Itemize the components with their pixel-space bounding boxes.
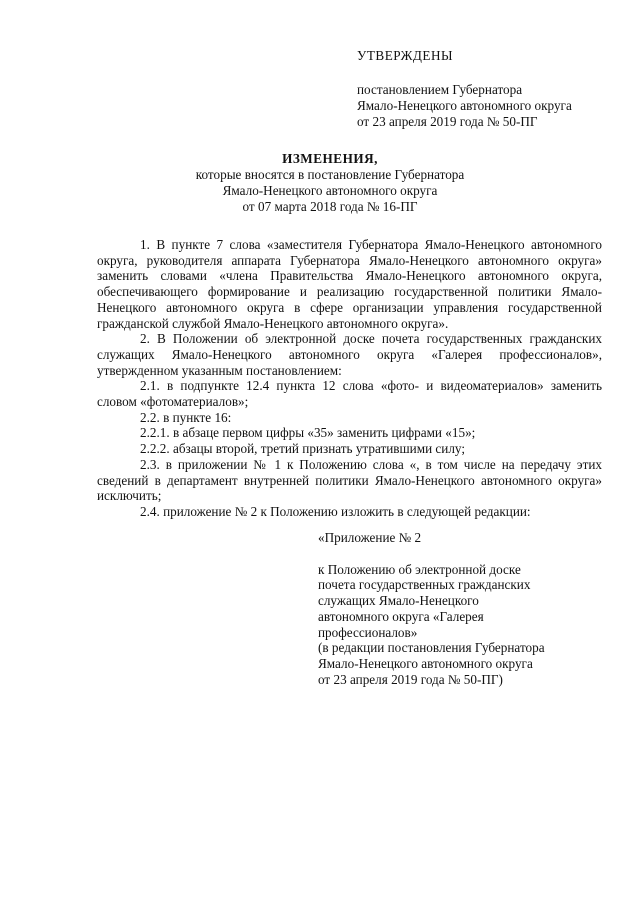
appendix-line: почета государственных гражданских bbox=[318, 577, 531, 593]
document-title-block bbox=[140, 151, 520, 215]
approval-line: постановлением Губернатора bbox=[357, 82, 523, 97]
appendix-line: служащих Ямало-Ненецкого bbox=[318, 593, 479, 609]
paragraph-1: 1. В пункте 7 слова «заместителя Губернатора Ямало-Ненецкого автономного округа, руководителя аппарата Губернатора Ямало-Ненецкого автономного округа» заменить словами «члена Правительства Ямало-Ненецкого автономного округа, обеспечивающего формирование и реализацию государственной политики Ямало-Ненецкого автономного округа в сфере организации управления государственной гражданской службой Ямало-Ненецкого автономного округа». bbox=[97, 237, 602, 331]
appendix-header bbox=[318, 530, 598, 687]
appendix-line: (в редакции постановления Губернатора bbox=[318, 640, 545, 656]
document-subtitle-line: Ямало-Ненецкого автономного округа bbox=[222, 183, 438, 198]
document-subtitle-line: от 07 марта 2018 года № 16-ПГ bbox=[242, 199, 418, 214]
paragraph-2-4: 2.4. приложение № 2 к Положению изложить в следующей редакции: bbox=[140, 503, 531, 519]
approval-stamp bbox=[357, 48, 607, 130]
paragraph-2: 2. В Положении об электронной доске почета государственных гражданских служащих Ямало-Ненецкого автономного округа «Галерея профессионалов», утвержденном указанным постановлением: bbox=[97, 331, 602, 378]
paragraph-2-2: 2.2. в пункте 16: bbox=[140, 409, 232, 425]
approval-line: Ямало-Ненецкого автономного округа bbox=[357, 98, 572, 113]
paragraph-2-3: 2.3. в приложении № 1 к Положению слова «, в том числе на передачу этих сведений в департамент внутренней политики Ямало-Ненецкого автономного округа» исключить; bbox=[97, 456, 602, 504]
appendix-line: профессионалов» bbox=[318, 624, 418, 640]
appendix-line: Ямало-Ненецкого автономного округа bbox=[318, 655, 533, 671]
document-title: ИЗМЕНЕНИЯ, bbox=[282, 151, 378, 166]
paragraph-2-2-2: 2.2.2. абзацы второй, третий признать утратившими силу; bbox=[140, 441, 465, 457]
approval-heading: УТВЕРЖДЕНЫ bbox=[357, 48, 454, 63]
approval-line: от 23 апреля 2019 года № 50-ПГ bbox=[357, 114, 538, 129]
paragraph-2-2-1: 2.2.1. в абзаце первом цифры «35» заменить цифрами «15»; bbox=[140, 425, 476, 441]
appendix-title: «Приложение № 2 bbox=[318, 530, 422, 545]
document-subtitle-line: которые вносятся в постановление Губернатора bbox=[195, 167, 465, 182]
document-body bbox=[97, 237, 602, 520]
appendix-line: от 23 апреля 2019 года № 50-ПГ) bbox=[318, 671, 503, 687]
paragraph-2-1: 2.1. в подпункте 12.4 пункта 12 слова «фото- и видеоматериалов» заменить словом «фотоматериалов»; bbox=[97, 378, 602, 410]
appendix-line: автономного округа «Галерея bbox=[318, 608, 484, 624]
appendix-line: к Положению об электронной доске bbox=[318, 561, 521, 577]
